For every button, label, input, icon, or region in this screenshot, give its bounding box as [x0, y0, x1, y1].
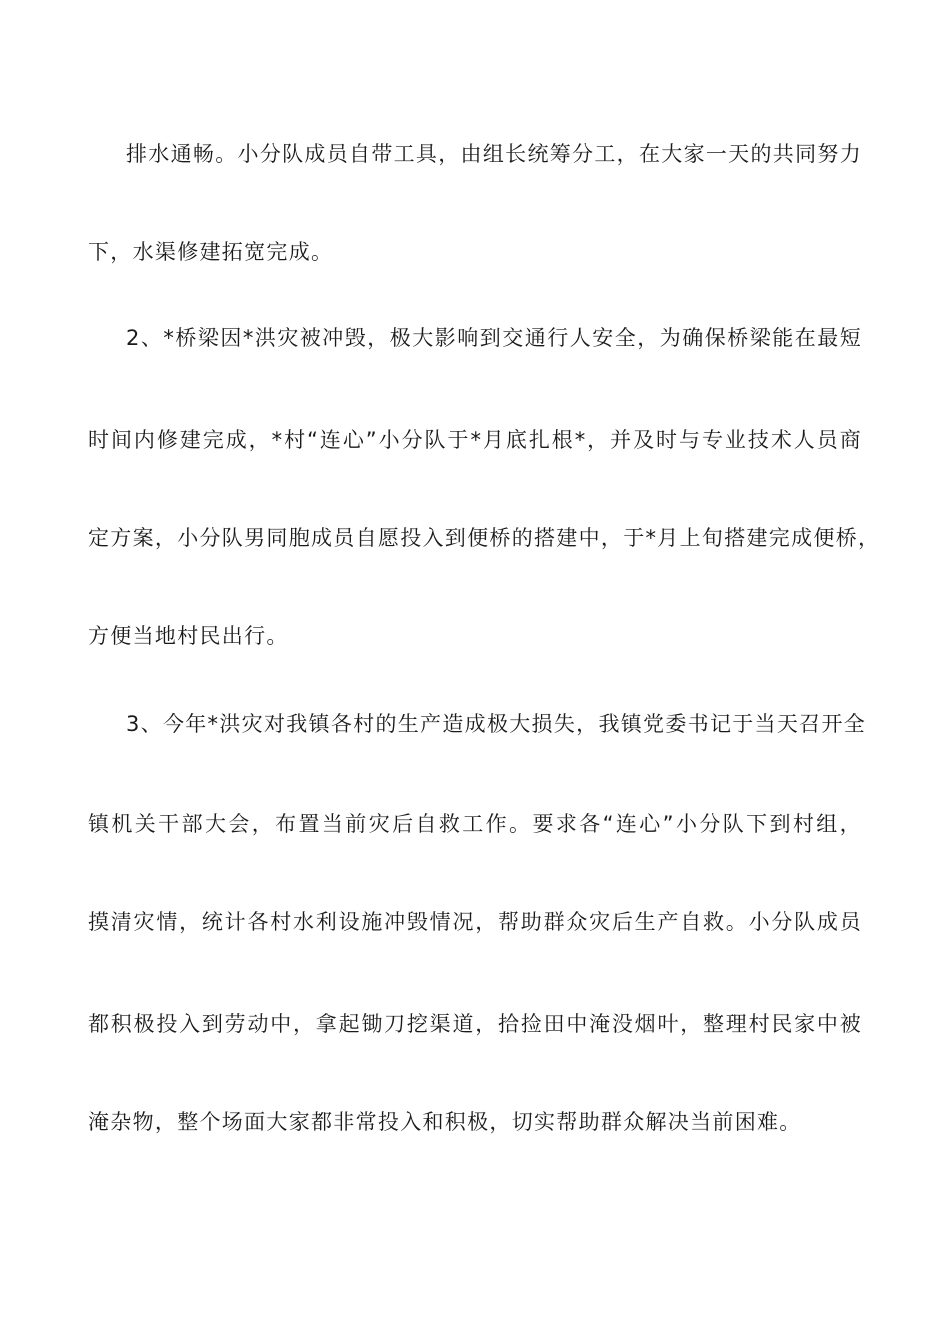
text-line-9: 摸清灾情，统计各村水利设施冲毁情况，帮助群众灾后生产自救。小分队成员: [88, 910, 862, 934]
text-line-5: 定方案，小分队男同胞成员自愿投入到便桥的搭建中，于*月上旬搭建完成便桥，: [88, 526, 881, 550]
text-line-8: 镇机关干部大会，布置当前灾后自救工作。要求各“连心”小分队下到村组，: [88, 812, 862, 836]
text-line-4: 时间内修建完成，*村“连心”小分队于*月底扎根*，并及时与专业技术人员商: [88, 428, 862, 452]
text-line-6: 方便当地村民出行。: [88, 624, 289, 648]
text-line-2: 下，水渠修建拓宽完成。: [88, 240, 334, 264]
text-line-11: 淹杂物，整个场面大家都非常投入和积极，切实帮助群众解决当前困难。: [88, 1110, 802, 1134]
text-line-1: 排水通畅。小分队成员自带工具，由组长统筹分工，在大家一天的共同努力: [126, 142, 862, 166]
text-line-3: 2、*桥梁因*洪灾被冲毁，极大影响到交通行人安全，为确保桥梁能在最短: [126, 326, 862, 350]
text-line-10: 都积极投入到劳动中，拿起锄刀挖渠道，拾捡田中淹没烟叶，整理村民家中被: [88, 1012, 862, 1036]
text-line-7: 3、今年*洪灾对我镇各村的生产造成极大损失，我镇党委书记于当天召开全: [126, 712, 867, 736]
